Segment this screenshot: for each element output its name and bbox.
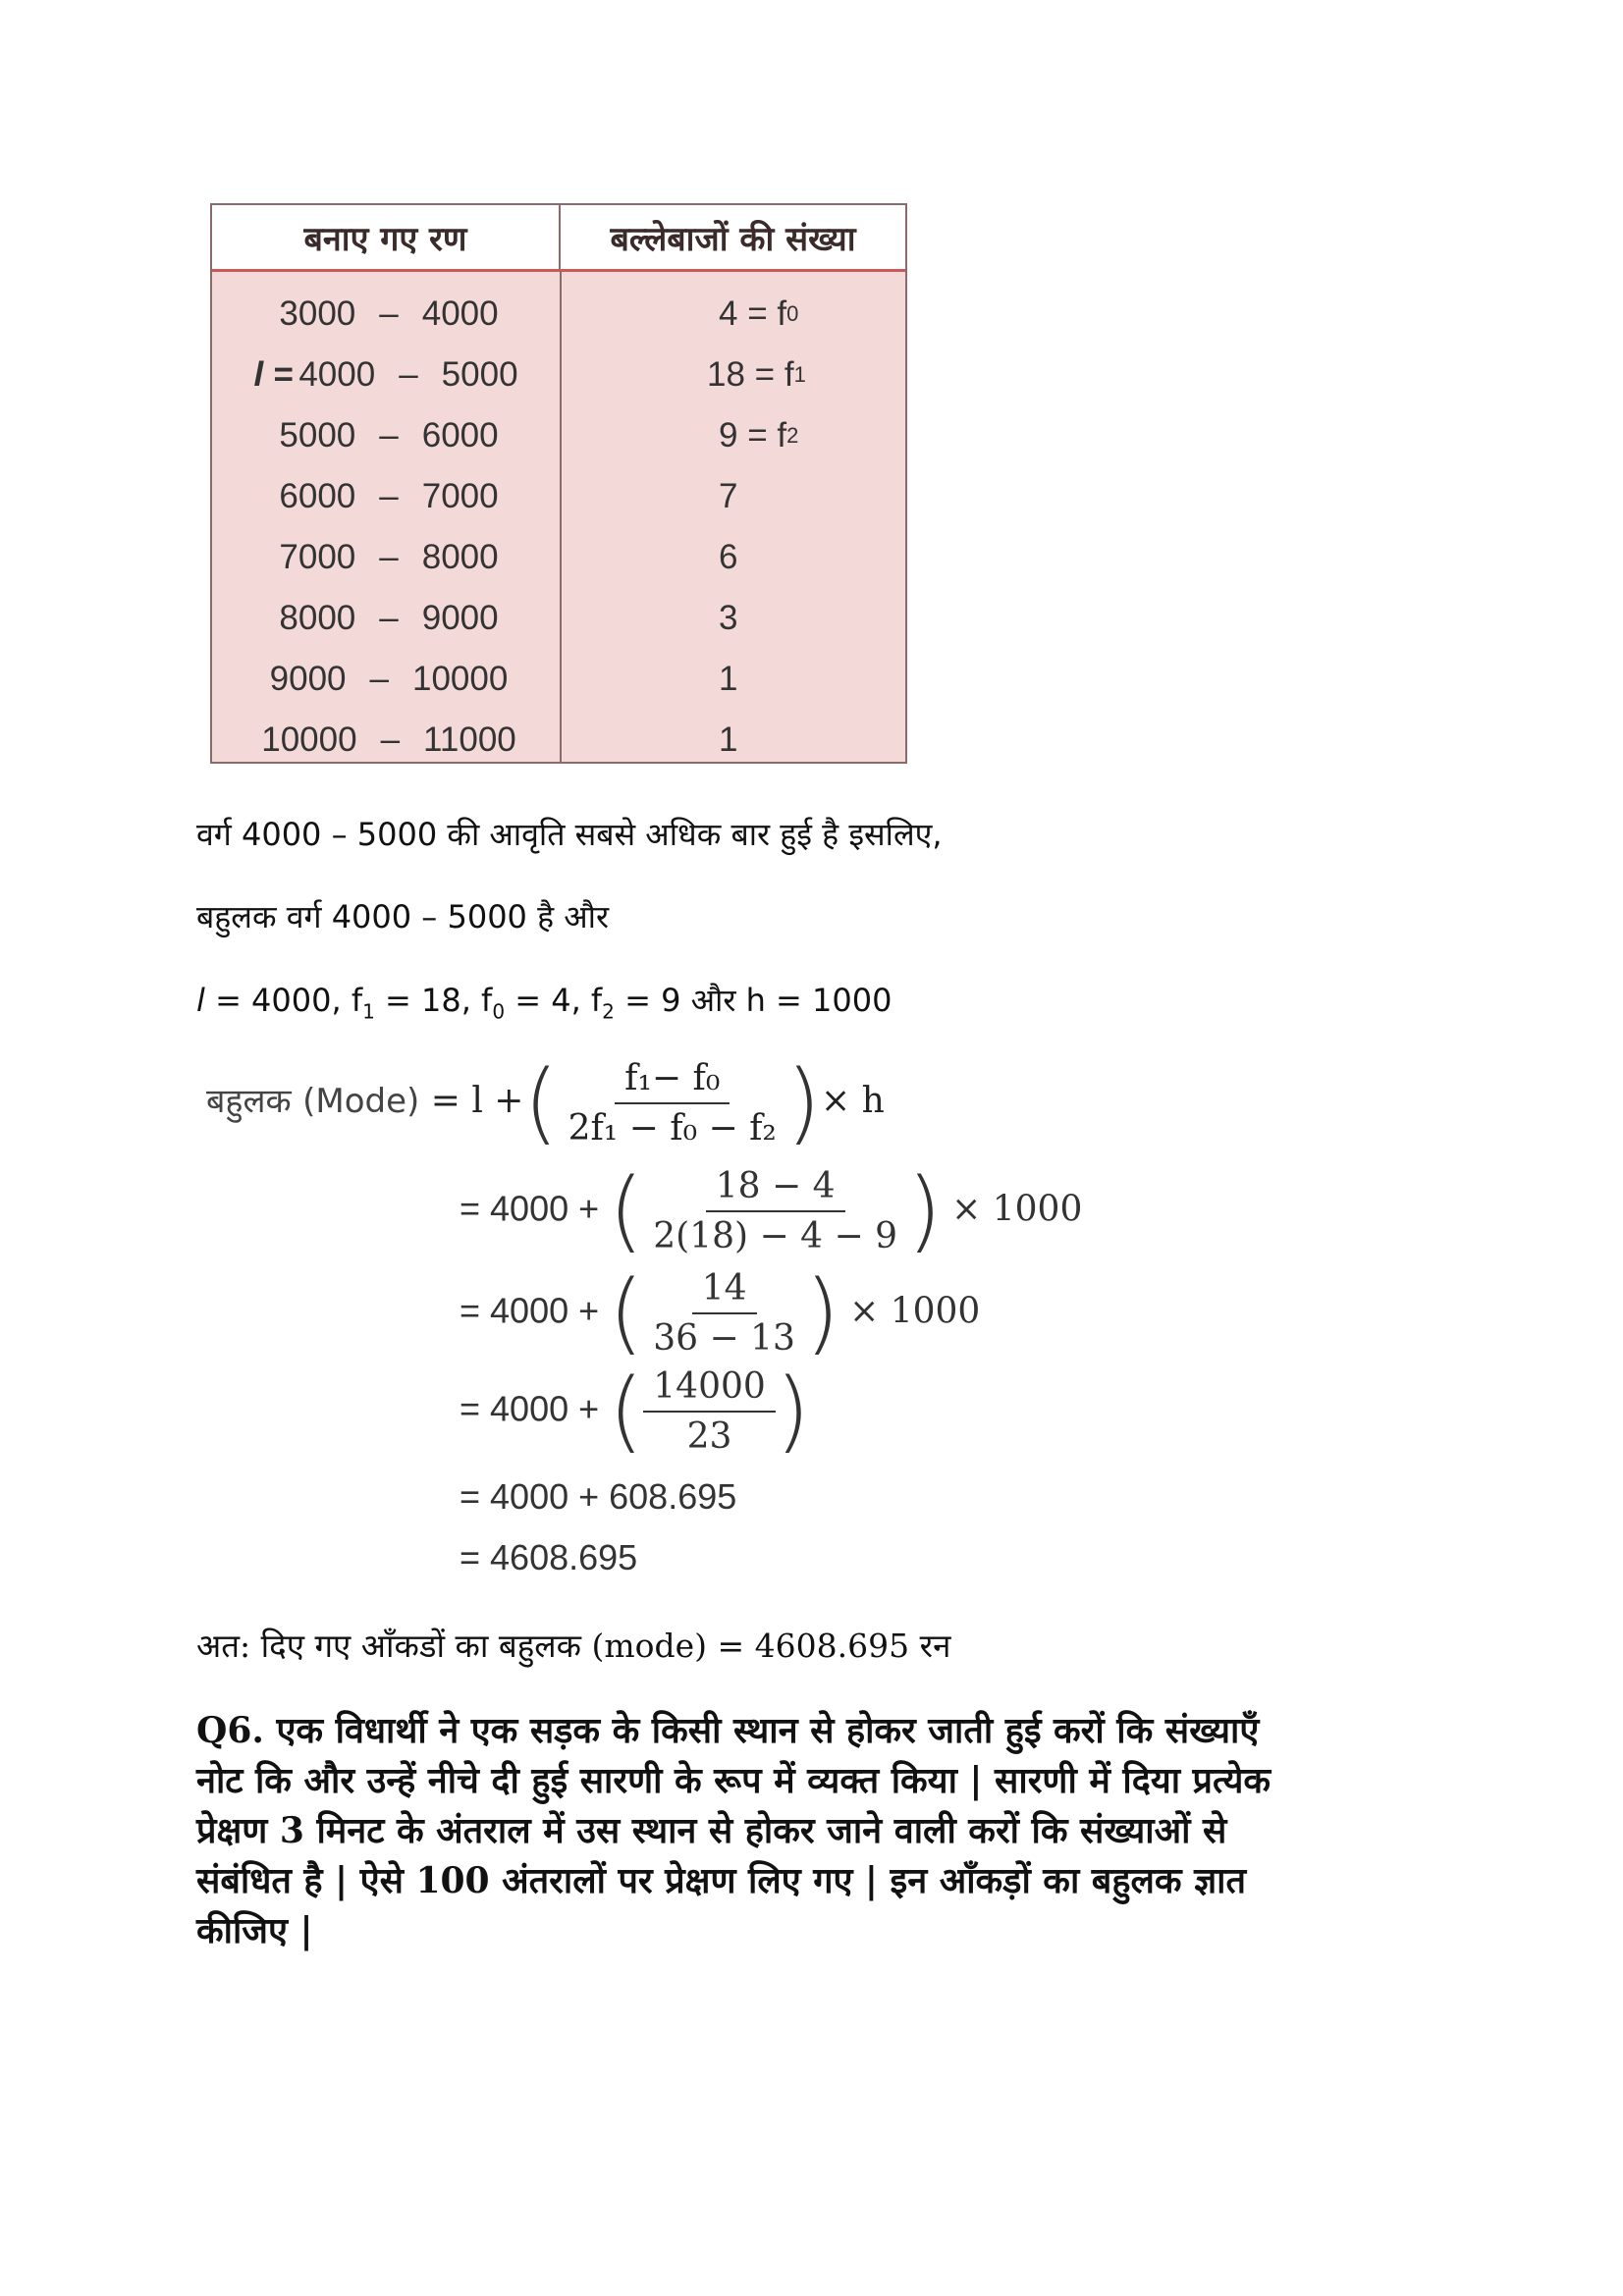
table-row: 18 = f 1 xyxy=(707,355,806,394)
table-row: 10000 – 11000 xyxy=(261,721,516,759)
header-runs-scored: बनाए गए रण xyxy=(212,205,561,269)
table-row: 5000 – 6000 xyxy=(279,416,499,454)
frequency-column xyxy=(562,272,905,763)
modal-class-line: बहुलक वर्ग 4000 – 5000 है और xyxy=(196,898,610,935)
question-6 xyxy=(196,1706,1453,1956)
header-batsmen-count: बल्लेबाजों की संख्या xyxy=(610,219,856,259)
runs-column xyxy=(212,272,562,763)
table-row: 3 xyxy=(719,599,738,637)
question-line: संबंधित है | ऐसे 100 अंतरालों पर प्रेक्षण लिए गए | इन आँकड़ों का बहुलक ज्ञात xyxy=(196,1860,1246,1901)
table-row: 7 xyxy=(719,477,738,515)
table-row: 3000 – 4000 xyxy=(279,294,499,333)
table-row: 9 = f 2 xyxy=(719,416,799,454)
modal-class-statement: वर्ग 4000 – 5000 की आवृति सबसे अधिक बार हुई है इसलिए, xyxy=(196,816,943,853)
table-body xyxy=(212,272,905,763)
table-row: 1 xyxy=(719,721,738,759)
calculation-step-3: = 4000 + ( $\frac{14000}{23}$ ) xyxy=(460,1360,810,1463)
frequency-table xyxy=(210,203,907,764)
table-row: 6 xyxy=(719,538,738,576)
table-row: 7000 – 8000 xyxy=(279,538,499,576)
table-row: 4 = f 0 xyxy=(719,294,799,333)
question-line: नोट कि और उन्हें नीचे दी हुई सारणी के रूप में व्यक्त किया | सारणी में दिया प्रत्येक xyxy=(196,1760,1271,1801)
question-line: कीजिए | xyxy=(196,1910,313,1951)
table-row: 1 xyxy=(719,660,738,698)
calculation-result: = 4608.695 xyxy=(460,1537,638,1577)
calculation-step-1: = 4000 + ( $\frac{18 - 4}{2(18) - 4 - 9}$ ) × 1000 xyxy=(460,1159,1083,1262)
calculation-step-4: = 4000 + 608.695 xyxy=(460,1476,737,1517)
table-row: 6000 – 7000 xyxy=(279,477,499,515)
question-line: Q6. एक विधार्थी ने एक सड़क के किसी स्थान से होकर जाती हुई करों कि संख्याएँ xyxy=(196,1710,1260,1751)
table-row: 9000 – 10000 xyxy=(269,660,509,698)
conclusion: अत: दिए गए आँकडों का बहुलक (mode) = 4608.695 रन xyxy=(196,1627,951,1665)
mode-formula: बहुलक (Mode) = l +( $\frac{\text{f₁− f₀}}{\text{2f₁ − f₀ − f₂}}$ )× h xyxy=(206,1051,885,1154)
table-row: 8000 – 9000 xyxy=(279,599,499,637)
question-line: प्रेक्षण 3 मिनट के अंतराल में उस स्थान से होकर जाने वाली करों कि संख्याओं से xyxy=(196,1810,1227,1851)
calculation-step-2: = 4000 + ( $\frac{14}{36 - 13}$ ) × 1000 xyxy=(460,1261,981,1364)
parameter-values: l = 4000, $f_1 = 18$, $f_0 = 4$, $f_2 = 9$ और h = 1000 xyxy=(196,982,893,1024)
table-header xyxy=(212,205,905,272)
table-row: l = 4000 – 5000 xyxy=(253,355,518,394)
